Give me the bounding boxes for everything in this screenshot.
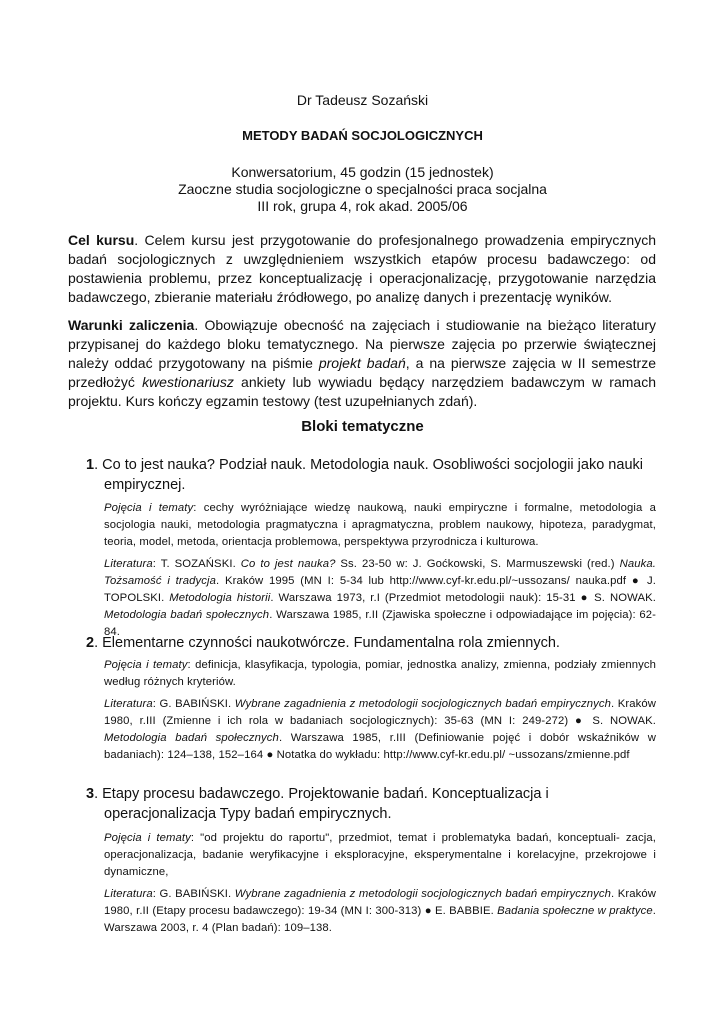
topics-label: Pojęcia i tematy	[104, 832, 191, 844]
requirements-emphasis: kwestionariusz	[142, 374, 234, 390]
literature-label: Literatura	[104, 558, 153, 570]
course-meta-line: III rok, grupa 4, rok akad. 2005/06	[257, 198, 468, 214]
topic-block-2	[86, 633, 656, 764]
course-meta	[0, 164, 725, 215]
literature-text: . Warszawa 1973, r.I (Przedmiot metodologii nauk): 15-31 ● S. NOWAK.	[270, 592, 656, 604]
block-topics	[104, 500, 656, 551]
topics-text: : "od projektu do raportu", przedmiot, temat i problematyka badań, konceptuali- zacja, operacjonalizacja, badanie weryfikacyjne i eksploracyjne, eksperymentalne i korelacyjne, przekrojowe i dynamiczne,	[104, 832, 656, 878]
topics-label: Pojęcia i tematy	[104, 659, 188, 671]
block-title-text: . Etapy procesu badawczego. Projektowanie badań. Konceptualizacja i operacjonalizacja Typy badań empirycznych.	[94, 786, 549, 822]
block-title-text: . Co to jest nauka? Podział nauk. Metodologia nauk. Osobliwości socjologii jako nauki empirycznej.	[94, 457, 643, 493]
block-title	[86, 784, 656, 824]
topic-block-3	[86, 784, 656, 937]
literature-title: Wybrane zagadnienia z metodologii socjologicznych badań empirycznych	[234, 698, 611, 710]
literature-title: Metodologia badań społecznych	[104, 732, 279, 744]
block-literature	[104, 556, 656, 641]
course-goal-paragraph	[68, 231, 656, 307]
literature-label: Literatura	[104, 888, 153, 900]
literature-title: Badania społeczne w praktyce	[497, 905, 653, 917]
topics-label: Pojęcia i tematy	[104, 502, 194, 514]
block-topics	[104, 830, 656, 881]
block-number: 2	[86, 635, 95, 651]
literature-text: . Warszawa 1985, r.II (Zjawiska społeczne i odpowiadające im pojęcia): 62-84.	[104, 609, 656, 638]
block-literature	[104, 886, 656, 937]
author-name: Dr Tadeusz Sozański	[296, 92, 429, 108]
literature-text: . Kraków 1980, r.II (Etapy procesu badawczego): 19-34 (MN I: 300-313) ● E. BABBIE.	[104, 888, 656, 917]
requirements-emphasis: projekt badań	[318, 355, 406, 371]
literature-label: Literatura	[104, 698, 153, 710]
requirements-text: . Obowiązuje obecność na zajęciach i studiowanie na bieżąco literatury przypisanej do każdego bloku tematycznego. Na pierwsze zajęcia po przerwie świątecznej należy oddać przygotowany na piśmie	[68, 317, 656, 371]
topic-block-1	[86, 455, 656, 641]
block-title	[86, 633, 656, 653]
block-title-text: . Elementarne czynności naukotwórcze. Fundamentalna rola zmiennych.	[94, 635, 560, 651]
literature-title: Metodologia historii	[169, 592, 271, 604]
requirements-text: ankiety lub wywiadu będący narzędziem badawczym w ramach projektu. Kurs kończy egzamin testowy (test uzupełnianych zdań).	[68, 374, 656, 409]
block-number: 3	[86, 786, 95, 802]
literature-text: : T. SOZAŃSKI.	[152, 558, 241, 570]
requirements-label: Warunki zaliczenia	[68, 317, 195, 333]
course-meta-line: Zaoczne studia socjologiczne o specjalności praca socjalna	[178, 181, 547, 197]
literature-text: . Warszawa 2003, r. 4 (Plan badań): 109–138.	[104, 905, 656, 934]
literature-text: . Kraków 1995 (MN I: 5-34 lub http://www.cyf-kr.edu.pl/~ussozans/ nauka.pdf ● J. TOPOLSKI.	[104, 575, 657, 604]
block-literature	[104, 696, 656, 764]
requirements-paragraph	[68, 316, 656, 411]
course-goal-text: . Celem kursu jest przygotowanie do profesjonalnego prowadzenia empirycznych badań socjologicznych z uwzględnieniem wszystkich etapów procesu badawczego: od postawienia problemu, przez konceptualizację i operacjonalizację, przygotowanie narzędzia badawczego, zbieranie materiału źródłowego, po analizę danych i prezentację wyników.	[68, 232, 656, 305]
block-topics	[104, 657, 656, 691]
literature-text: : G. BABIŃSKI.	[152, 888, 235, 900]
literature-text: . Warszawa 1985, r.III (Definiowanie pojęć i dobór wskaźników w badaniach): 124–138, 152–164 ● Notatka do wykładu: http://www.cyf-kr.edu.pl/ ~ussozans/zmienne.pdf	[104, 732, 656, 761]
literature-title: Wybrane zagadnienia z metodologii socjologicznych badań empirycznych	[234, 888, 611, 900]
topics-text: : cechy wyróżniające wiedzę naukową, nauki empiryczne i formalne, metodologia a socjologia nauki, metodologia pragmatyczna i apragmatyczna, problem naukowy, hipoteza, paradygmat, teoria, model, metoda, orientacja problemowa, perspektywa przyrodnicza i kulturowa.	[104, 502, 656, 548]
literature-text: : G. BABIŃSKI.	[152, 698, 235, 710]
literature-text: . Kraków 1980, r.III (Zmienne i ich rola w badaniach socjologicznych): 35-63 (MN I: 249-272) ● S. NOWAK.	[104, 698, 656, 727]
blocks-heading: Bloki tematyczne	[301, 418, 424, 435]
literature-title: Nauka. Tożsamość i tradycja	[104, 558, 656, 587]
literature-title: Co to jest nauka?	[240, 558, 336, 570]
block-number: 1	[86, 457, 95, 473]
literature-text: Ss. 23-50 w: J. Goćkowski, S. Marmuszewski (red.)	[335, 558, 620, 570]
topics-text: : definicja, klasyfikacja, typologia, pomiar, jednostka analizy, zmienna, podziały zmiennych według różnych kryteriów.	[104, 659, 656, 688]
course-meta-line: Konwersatorium, 45 godzin (15 jednostek)	[231, 164, 494, 180]
course-goal-label: Cel kursu	[68, 232, 135, 248]
literature-title: Metodologia badań społecznych	[104, 609, 270, 621]
block-title	[86, 455, 656, 495]
course-title: METODY BADAŃ SOCJOLOGICZNYCH	[242, 128, 483, 143]
requirements-text: , a na pierwsze zajęcia w II semestrze przedłożyć	[68, 355, 657, 390]
